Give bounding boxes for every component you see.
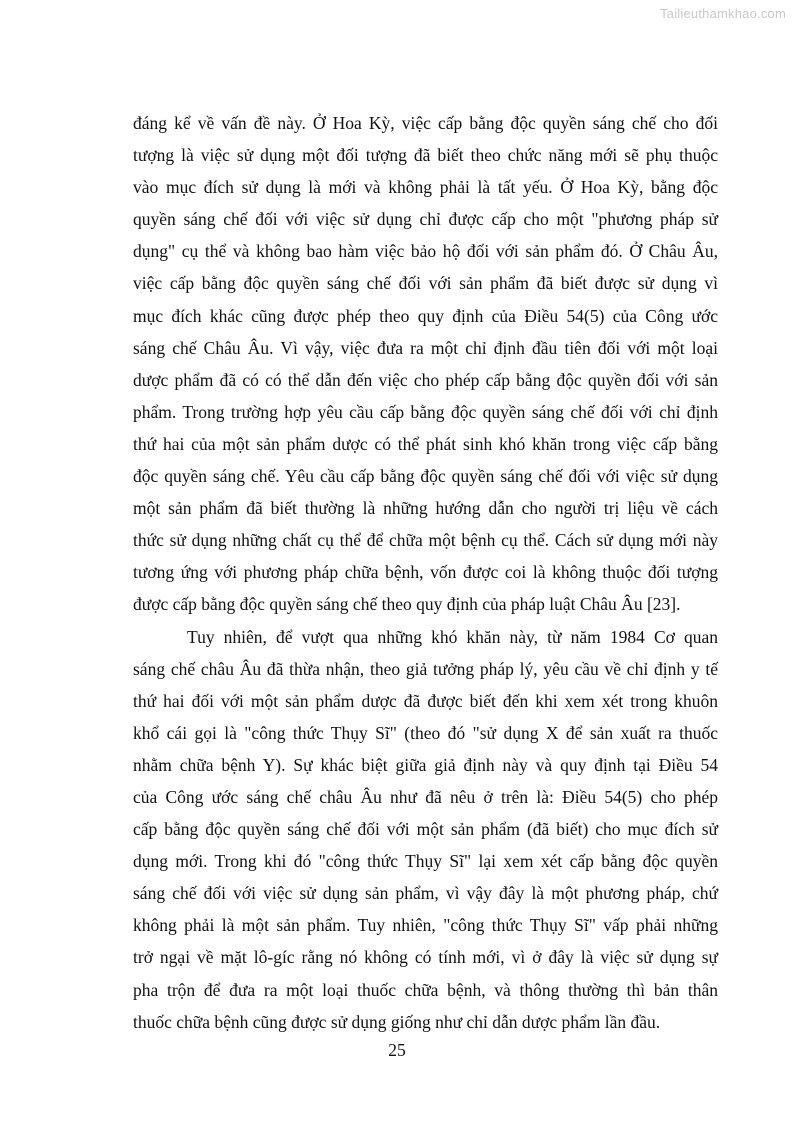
text-line: một sản phẩm đã biết thường là những hướng dẫn cho người trị liệu về cách	[133, 498, 718, 519]
page-body	[133, 107, 718, 1038]
text-line: thứ hai đối với một sản phẩm dược đã được biết đến khi xem xét trong khuôn	[133, 690, 718, 711]
text-line: tượng là việc sử dụng một đối tượng đã biết theo chức năng mới sẽ phụ thuộc	[133, 145, 718, 166]
text-line: thức sử dụng những chất cụ thể để chữa một bệnh cụ thể. Cách sử dụng mới này	[133, 530, 718, 551]
watermark-text: Tailieuthamkhao.com	[660, 6, 786, 21]
text-line: của Công ước sáng chế châu Âu như đã nêu ở trên là: Điều 54(5) cho phép	[133, 786, 718, 807]
text-line: phẩm. Trong trường hợp yêu cầu cấp bằng độc quyền sáng chế đối với chỉ định	[133, 401, 718, 422]
text-line: được cấp bằng độc quyền sáng chế theo quy định của pháp luật Châu Âu [23].	[133, 594, 681, 615]
text-line: vào mục đích sử dụng là mới và không phải là tất yếu. Ở Hoa Kỳ, bằng độc	[133, 177, 718, 198]
text-line: độc quyền sáng chế. Yêu cầu cấp bằng độc quyền sáng chế đối với việc sử dụng	[133, 466, 718, 487]
text-line: dụng mới. Trong khi đó "công thức Thụy Sĩ" lại xem xét cấp bằng độc quyền	[133, 851, 718, 872]
text-line: sáng chế đối với việc sử dụng sản phẩm, vì vậy đây là một phương pháp, chứ	[133, 883, 718, 904]
text-line: tương ứng với phương pháp chữa bệnh, vốn được coi là không thuộc đối tượng	[133, 562, 718, 583]
text-line: đáng kể về vấn đề này. Ở Hoa Kỳ, việc cấp bằng độc quyền sáng chế cho đối	[133, 113, 718, 133]
text-line: nhằm chữa bệnh Y). Sự khác biệt giữa giả định này và quy định tại Điều 54	[133, 754, 718, 775]
paragraph-2	[133, 621, 718, 1038]
text-line: dược phẩm đã có có thể dẫn đến việc cho phép cấp bằng độc quyền đối với sản	[133, 369, 718, 390]
text-line: việc cấp bằng độc quyền sáng chế đối với sản phẩm đã biết được sử dụng vì	[133, 273, 718, 294]
text-line: Tuy nhiên, để vượt qua những khó khăn này, từ năm 1984 Cơ quan	[187, 626, 718, 647]
page-number: 25	[388, 1040, 406, 1060]
text-line: cấp bằng độc quyền sáng chế đối với một sản phẩm (đã biết) cho mục đích sử	[133, 819, 718, 840]
text-line: không phải là một sản phẩm. Tuy nhiên, "công thức Thụy Sĩ" vấp phải những	[133, 915, 718, 936]
text-line: thuốc chữa bệnh cũng được sử dụng giống như chỉ dẫn dược phẩm lần đầu.	[133, 1011, 661, 1032]
text-line: trở ngại về mặt lô-gíc rằng nó không có tính mới, vì ở đây là việc sử dụng sự	[133, 947, 718, 968]
text-line: sáng chế châu Âu đã thừa nhận, theo giả tưởng pháp lý, yêu cầu về chỉ định y tế	[133, 658, 718, 679]
text-line: khổ cái gọi là "công thức Thụy Sĩ" (theo đó "sử dụng X để sản xuất ra thuốc	[133, 722, 718, 743]
text-line: sáng chế Châu Âu. Vì vậy, việc đưa ra một chỉ định đầu tiên đối với một loại	[133, 337, 718, 358]
text-line: thứ hai của một sản phẩm dược có thể phát sinh khó khăn trong việc cấp bằng	[133, 433, 718, 454]
paragraph-1	[133, 107, 718, 621]
text-line: dụng" cụ thể và không bao hàm việc bảo hộ đối với sản phẩm đó. Ở Châu Âu,	[133, 241, 718, 262]
text-line: pha trộn để đưa ra một loại thuốc chữa bệnh, và thông thường thì bản thân	[133, 979, 718, 1000]
text-line: quyền sáng chế đối với việc sử dụng chỉ được cấp cho một "phương pháp sử	[133, 209, 718, 230]
text-line: mục đích khác cũng được phép theo quy định của Điều 54(5) của Công ước	[133, 305, 718, 326]
